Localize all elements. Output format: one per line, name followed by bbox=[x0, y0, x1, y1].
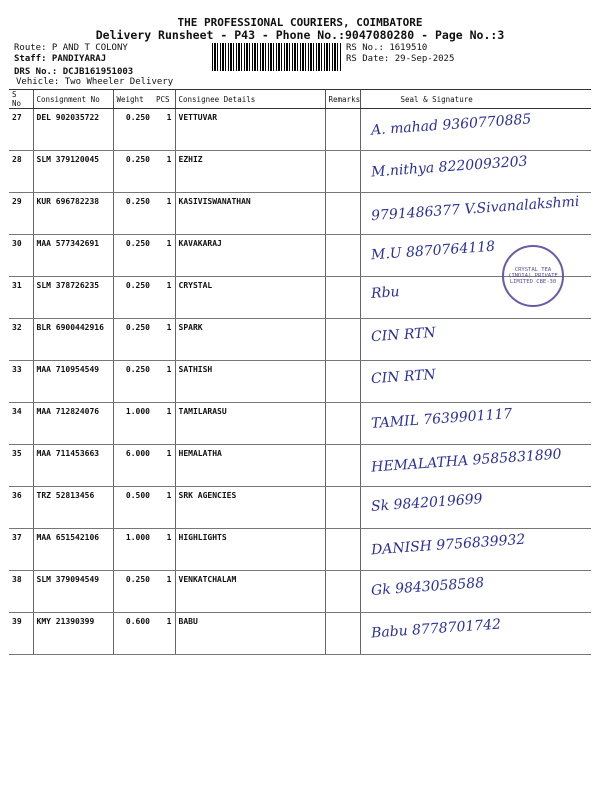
col-pcs: PCS bbox=[153, 90, 175, 109]
handwritten-signature: Gk 9843058588 bbox=[370, 575, 485, 599]
staff: Staff: PANDIYARAJ bbox=[14, 54, 107, 64]
weight: 0.600 bbox=[113, 613, 153, 655]
weight: 1.000 bbox=[113, 529, 153, 571]
consignee-name: CRYSTAL bbox=[175, 277, 325, 319]
remarks bbox=[325, 193, 360, 235]
weight: 1.000 bbox=[113, 403, 153, 445]
pieces: 1 bbox=[153, 613, 175, 655]
remarks bbox=[325, 235, 360, 277]
remarks bbox=[325, 487, 360, 529]
consignment-number: KMY 21390399 bbox=[33, 613, 113, 655]
serial-number: 27 bbox=[9, 109, 33, 151]
handwritten-signature: Babu 8778701742 bbox=[370, 616, 502, 642]
consignee-name: SATHISH bbox=[175, 361, 325, 403]
table-row bbox=[9, 613, 591, 655]
consignee-name: HIGHLIGHTS bbox=[175, 529, 325, 571]
vehicle: Vehicle: Two Wheeler Delivery bbox=[16, 77, 174, 87]
table-header bbox=[9, 90, 591, 109]
handwritten-signature: HEMALATHA 9585831890 bbox=[370, 446, 562, 476]
weight: 0.250 bbox=[113, 361, 153, 403]
remarks bbox=[325, 109, 360, 151]
handwritten-signature: M.U 8870764118 bbox=[370, 238, 496, 264]
consignment-number: MAA 577342691 bbox=[33, 235, 113, 277]
consignee-name: EZHIZ bbox=[175, 151, 325, 193]
drs-number: DRS No.: DCJB161951003 bbox=[14, 67, 134, 77]
table-row bbox=[9, 529, 591, 571]
consignee-name: HEMALATHA bbox=[175, 445, 325, 487]
serial-number: 37 bbox=[9, 529, 33, 571]
consignment-number: MAA 711453663 bbox=[33, 445, 113, 487]
serial-number: 35 bbox=[9, 445, 33, 487]
consignment-number: MAA 651542106 bbox=[33, 529, 113, 571]
signature bbox=[360, 403, 591, 445]
table-row bbox=[9, 445, 591, 487]
consignee-name: KAVAKARAJ bbox=[175, 235, 325, 277]
col-remarks: Remarks bbox=[325, 90, 360, 109]
col-consignee: Consignee Details bbox=[175, 90, 325, 109]
handwritten-signature: CIN RTN bbox=[370, 324, 436, 346]
consignment-number: TRZ 52813456 bbox=[33, 487, 113, 529]
remarks bbox=[325, 529, 360, 571]
rs-date: RS Date: 29-Sep-2025 bbox=[346, 54, 455, 64]
pieces: 1 bbox=[153, 529, 175, 571]
serial-number: 36 bbox=[9, 487, 33, 529]
weight: 0.250 bbox=[113, 571, 153, 613]
handwritten-signature: A. mahad 9360770885 bbox=[370, 111, 532, 139]
pieces: 1 bbox=[153, 277, 175, 319]
consignee-name: VENKATCHALAM bbox=[175, 571, 325, 613]
serial-number: 39 bbox=[9, 613, 33, 655]
handwritten-signature: CIN RTN bbox=[370, 366, 436, 388]
serial-number: 29 bbox=[9, 193, 33, 235]
serial-number: 30 bbox=[9, 235, 33, 277]
pieces: 1 bbox=[153, 319, 175, 361]
pieces: 1 bbox=[153, 361, 175, 403]
barcode bbox=[212, 43, 342, 71]
consignee-name: SPARK bbox=[175, 319, 325, 361]
signature bbox=[360, 109, 591, 151]
signature bbox=[360, 361, 591, 403]
remarks bbox=[325, 571, 360, 613]
consignee-name: TAMILARASU bbox=[175, 403, 325, 445]
serial-number: 31 bbox=[9, 277, 33, 319]
runsheet-table bbox=[9, 89, 591, 655]
company-name: THE PROFESSIONAL COURIERS, COIMBATORE bbox=[177, 16, 423, 29]
weight: 0.250 bbox=[113, 235, 153, 277]
serial-number: 38 bbox=[9, 571, 33, 613]
col-sno: S No bbox=[9, 90, 33, 109]
table-row bbox=[9, 109, 591, 151]
consignment-number: SLM 379094549 bbox=[33, 571, 113, 613]
pieces: 1 bbox=[153, 235, 175, 277]
col-consignment: Consignment No bbox=[33, 90, 113, 109]
weight: 0.250 bbox=[113, 277, 153, 319]
consignee-name: BABU bbox=[175, 613, 325, 655]
consignee-name: VETTUVAR bbox=[175, 109, 325, 151]
consignee-name: SRK AGENCIES bbox=[175, 487, 325, 529]
signature bbox=[360, 193, 591, 235]
table-row bbox=[9, 361, 591, 403]
remarks bbox=[325, 361, 360, 403]
pieces: 1 bbox=[153, 403, 175, 445]
signature bbox=[360, 571, 591, 613]
weight: 0.250 bbox=[113, 109, 153, 151]
table-row bbox=[9, 487, 591, 529]
col-signature: Seal & Signature bbox=[360, 90, 591, 109]
handwritten-signature: M.nithya 8220093203 bbox=[370, 153, 528, 181]
consignment-number: DEL 902035722 bbox=[33, 109, 113, 151]
table-row bbox=[9, 403, 591, 445]
remarks bbox=[325, 151, 360, 193]
consignee-name: KASIVISWANATHAN bbox=[175, 193, 325, 235]
signature bbox=[360, 529, 591, 571]
handwritten-signature: DANISH 9756839932 bbox=[370, 531, 526, 559]
table-row bbox=[9, 319, 591, 361]
table-row bbox=[9, 193, 591, 235]
consignment-number: SLM 378726235 bbox=[33, 277, 113, 319]
remarks bbox=[325, 445, 360, 487]
signature bbox=[360, 319, 591, 361]
consignment-number: KUR 696782238 bbox=[33, 193, 113, 235]
consignment-number: SLM 379120045 bbox=[33, 151, 113, 193]
handwritten-signature: 9791486377 V.Sivanalakshmi bbox=[370, 193, 580, 225]
pieces: 1 bbox=[153, 151, 175, 193]
remarks bbox=[325, 403, 360, 445]
remarks bbox=[325, 613, 360, 655]
pieces: 1 bbox=[153, 109, 175, 151]
serial-number: 34 bbox=[9, 403, 33, 445]
consignment-number: BLR 6900442916 bbox=[33, 319, 113, 361]
table-row bbox=[9, 571, 591, 613]
rs-number: RS No.: 1619510 bbox=[346, 43, 428, 53]
serial-number: 33 bbox=[9, 361, 33, 403]
weight: 0.250 bbox=[113, 319, 153, 361]
weight: 6.000 bbox=[113, 445, 153, 487]
company-stamp: CRYSTAL TEA (INDIA) PRIVATE LIMITED CBE-30 bbox=[502, 245, 564, 307]
serial-number: 32 bbox=[9, 319, 33, 361]
consignment-number: MAA 710954549 bbox=[33, 361, 113, 403]
signature bbox=[360, 151, 591, 193]
signature bbox=[360, 487, 591, 529]
col-weight: Weight bbox=[113, 90, 153, 109]
weight: 0.500 bbox=[113, 487, 153, 529]
handwritten-signature: Sk 9842019699 bbox=[370, 491, 483, 515]
pieces: 1 bbox=[153, 445, 175, 487]
runsheet-title: Delivery Runsheet - P43 - Phone No.:9047080280 - Page No.:3 bbox=[95, 28, 505, 42]
table-row bbox=[9, 151, 591, 193]
weight: 0.250 bbox=[113, 151, 153, 193]
pieces: 1 bbox=[153, 487, 175, 529]
handwritten-signature: TAMIL 7639901117 bbox=[370, 406, 513, 432]
signature bbox=[360, 613, 591, 655]
weight: 0.250 bbox=[113, 193, 153, 235]
signature bbox=[360, 445, 591, 487]
serial-number: 28 bbox=[9, 151, 33, 193]
consignment-number: MAA 712824076 bbox=[33, 403, 113, 445]
pieces: 1 bbox=[153, 193, 175, 235]
route: Route: P AND T COLONY bbox=[14, 43, 128, 53]
pieces: 1 bbox=[153, 571, 175, 613]
remarks bbox=[325, 277, 360, 319]
remarks bbox=[325, 319, 360, 361]
handwritten-signature: Rbu bbox=[369, 284, 400, 302]
